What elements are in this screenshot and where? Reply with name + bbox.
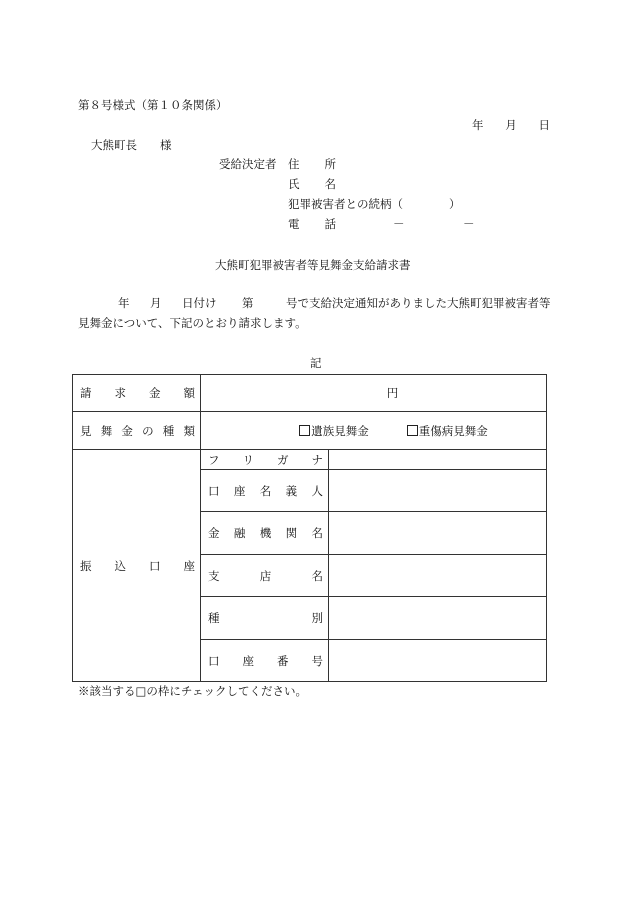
label-char: の (142, 423, 154, 438)
date-day: 日 (538, 118, 550, 132)
body-line-1 (118, 298, 550, 312)
phone-label-char: 話 (324, 217, 336, 231)
label-char: 名 (311, 526, 323, 540)
addressee: 大熊町長 様 (91, 138, 172, 152)
label-char: 振 (80, 558, 92, 573)
account-type-label (201, 597, 329, 640)
label-char: 人 (311, 483, 323, 498)
label-char: 名 (311, 568, 323, 583)
label-char: 座 (183, 558, 195, 573)
form-number: 第８号様式（第１０条関係） (78, 98, 228, 112)
furigana-row (73, 450, 547, 470)
label-char: 座 (242, 653, 254, 668)
label-char: 種 (208, 611, 220, 625)
option-bereaved-label: 遺族見舞金 (311, 423, 369, 438)
option-serious-injury-label: 重傷病見舞金 (418, 423, 488, 438)
label-char: リ (242, 452, 254, 467)
label-char: 金 (149, 386, 161, 400)
label-char: 義 (285, 483, 298, 498)
label-char: ガ (277, 452, 289, 467)
label-char: 金 (208, 526, 220, 540)
body-line1-rest: 号で支給決定通知がありました大熊町犯罪被害者等 (286, 296, 551, 310)
option-serious-injury[interactable] (407, 423, 488, 439)
ki-heading: 記 (310, 356, 322, 370)
name-label-char: 氏 (288, 177, 300, 191)
label-char: 座 (233, 483, 246, 498)
checkbox-bereaved[interactable] (299, 425, 310, 436)
label-char: 金 (121, 423, 133, 438)
request-table (72, 374, 547, 682)
account-holder-label (201, 470, 329, 512)
relation-label: 犯罪被害者との続柄（ ） (288, 197, 461, 211)
account-number-field[interactable] (329, 640, 547, 682)
label-char: 額 (183, 386, 195, 400)
label-char: 類 (183, 423, 195, 438)
amount-row (73, 375, 547, 412)
applicant-label: 受給決定者 (219, 157, 277, 171)
label-char: 店 (259, 568, 272, 583)
label-char: 融 (233, 526, 246, 540)
label-char: ナ (311, 452, 323, 467)
label-char: 口 (208, 653, 220, 668)
label-char: 求 (114, 386, 126, 400)
type-label (73, 412, 201, 450)
phone-dash-1: － (393, 217, 405, 231)
account-number-label (201, 640, 329, 682)
furigana-field[interactable] (329, 450, 547, 470)
branch-field[interactable] (329, 555, 547, 597)
label-char: 口 (149, 558, 161, 573)
label-char: 機 (259, 526, 272, 540)
address-label (288, 159, 336, 171)
label-char: 関 (285, 526, 298, 540)
amount-field[interactable] (201, 375, 547, 412)
checkbox-serious-injury[interactable] (407, 425, 418, 436)
label-char: フ (208, 452, 220, 467)
phone-label (288, 219, 336, 231)
label-char: 種 (162, 423, 175, 438)
date-month: 月 (505, 118, 517, 132)
label-char: 名 (259, 483, 272, 498)
date-line (472, 120, 550, 132)
label-char: 見 (80, 423, 92, 438)
amount-label (73, 375, 201, 412)
bank-name-label (201, 512, 329, 555)
option-bereaved[interactable] (299, 423, 369, 439)
address-label-char: 所 (324, 157, 336, 171)
label-char: 支 (208, 568, 220, 583)
phone-label-char: 電 (288, 217, 300, 231)
label-char: 別 (311, 611, 323, 625)
address-label-char: 住 (288, 157, 300, 171)
body-number-prefix: 第 (242, 296, 254, 310)
type-options (201, 412, 547, 450)
body-month: 月 (150, 296, 162, 310)
body-date-suffix: 日付け (182, 296, 217, 310)
furigana-label (201, 450, 329, 470)
label-char: 込 (114, 558, 126, 573)
name-label (288, 179, 336, 191)
account-holder-field[interactable] (329, 470, 547, 512)
date-year: 年 (472, 118, 484, 132)
bank-name-field[interactable] (329, 512, 547, 555)
branch-label (201, 555, 329, 597)
label-char: 舞 (100, 423, 113, 438)
account-type-field[interactable] (329, 597, 547, 640)
body-year: 年 (118, 296, 130, 310)
label-char: 号 (311, 653, 323, 668)
phone-dash-2: － (463, 217, 475, 231)
name-label-char: 名 (324, 177, 336, 191)
type-row (73, 412, 547, 450)
body-line-2: 見舞金について、下記のとおり請求します。 (78, 316, 307, 330)
yen-unit: 円 (386, 386, 399, 400)
label-char: 口 (208, 483, 220, 498)
checkbox-note: ※該当する□の枠にチェックしてください。 (78, 684, 308, 698)
label-char: 請 (80, 386, 92, 400)
label-char: 番 (277, 653, 289, 668)
transfer-label (73, 450, 201, 682)
document-title: 大熊町犯罪被害者等見舞金支給請求書 (215, 258, 411, 272)
